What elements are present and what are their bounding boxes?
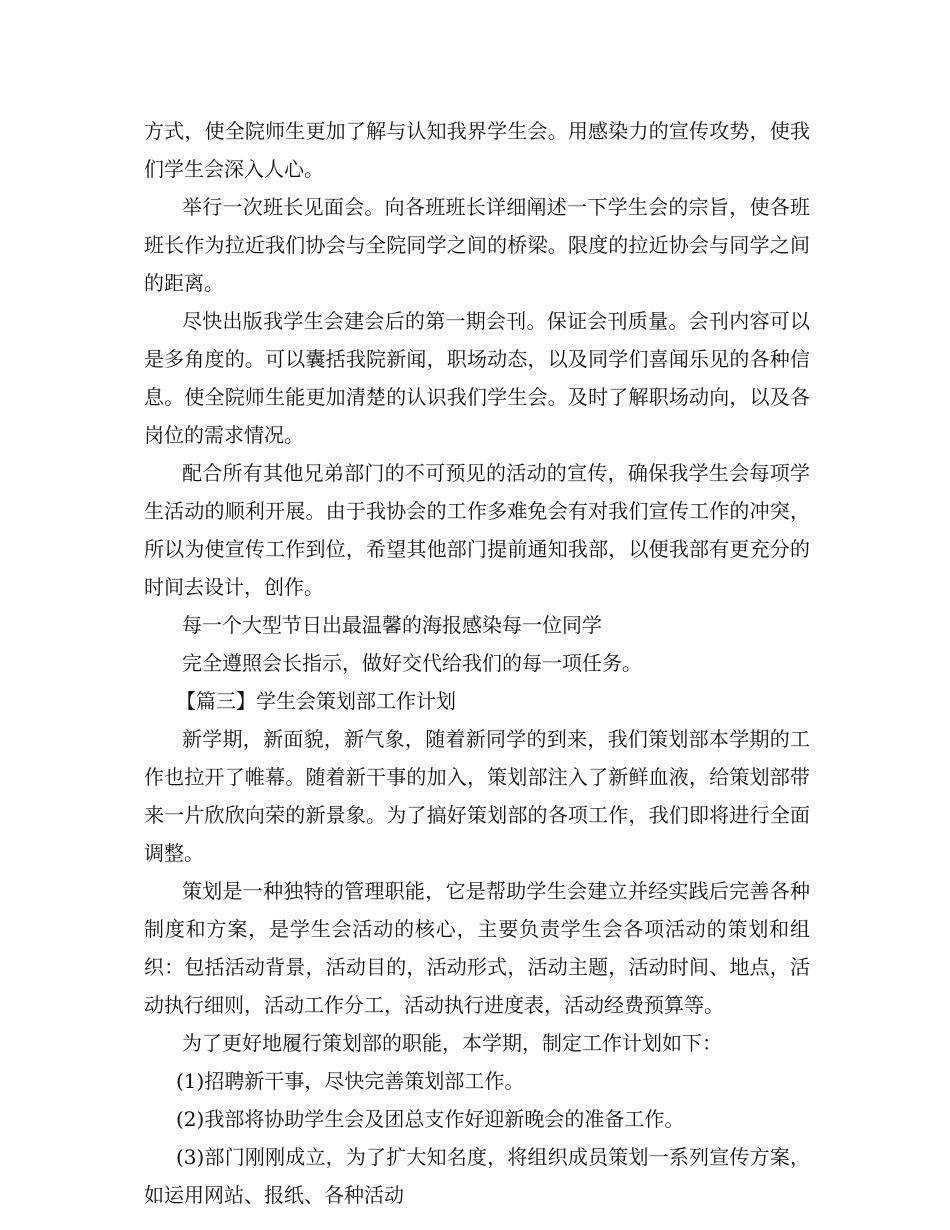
document-body	[144, 112, 810, 1214]
section-heading: 【篇三】学生会策划部工作计划	[176, 689, 456, 713]
paragraph-new-semester: 新学期，新面貌，新气象，随着新同学的到来，我们策划部本学期的工作也拉开了帷幕。随着新干事的加入，策划部注入了新鲜血液，给策划部带来一片欣欣向荣的新景象。为了搞好策划部的各项工作，我们即将进行全面调整。	[144, 727, 810, 865]
list-item: (3)部门刚刚成立，为了扩大知名度，将组织成员策划一系列宣传方案，如运用网站、报纸、各种活动	[144, 1145, 810, 1207]
list-item: (2)我部将协助学生会及团总支作好迎新晚会的准备工作。	[176, 1107, 685, 1131]
paragraph-planning-definition: 策划是一种独特的管理职能，它是帮助学生会建立并经实践后完善各种制度和方案，是学生会活动的核心，主要负责学生会各项活动的策划和组织：包括活动背景，活动目的，活动形式，活动主题，活动时间、地点，活动执行细则，活动工作分工，活动执行进度表，活动经费预算等。	[144, 879, 810, 1017]
paragraph-class-monitor-meeting: 举行一次班长见面会。向各班班长详细阐述一下学生会的宗旨，使各班班长作为拉近我们协会与全院同学之间的桥梁。限度的拉近协会与同学之间的距离。	[144, 195, 810, 295]
list-item: (1)招聘新干事，尽快完善策划部工作。	[176, 1069, 525, 1093]
paragraph-posters: 每一个大型节日出最温馨的海报感染每一位同学	[182, 613, 602, 637]
paragraph-continued: 方式，使全院师生更加了解与认知我界学生会。用感染力的宣传攻势，使我们学生会深入人心。	[144, 119, 810, 181]
paragraph-plan-intro: 为了更好地履行策划部的职能，本学期，制定工作计划如下：	[182, 1031, 722, 1055]
paragraph-cooperation: 配合所有其他兄弟部门的不可预见的活动的宣传，确保我学生会每项学生活动的顺利开展。由于我协会的工作多难免会有对我们宣传工作的冲突，所以为使宣传工作到位，希望其他部门提前通知我部，以便我部有更充分的时间去设计，创作。	[144, 461, 810, 599]
paragraph-journal: 尽快出版我学生会建会后的第一期会刊。保证会刊质量。会刊内容可以是多角度的。可以囊括我院新闻，职场动态，以及同学们喜闻乐见的各种信息。使全院师生能更加清楚的认识我们学生会。及时了解职场动向，以及各岗位的需求情况。	[144, 309, 810, 447]
paragraph-follow-instructions: 完全遵照会长指示，做好交代给我们的每一项任务。	[182, 651, 642, 675]
